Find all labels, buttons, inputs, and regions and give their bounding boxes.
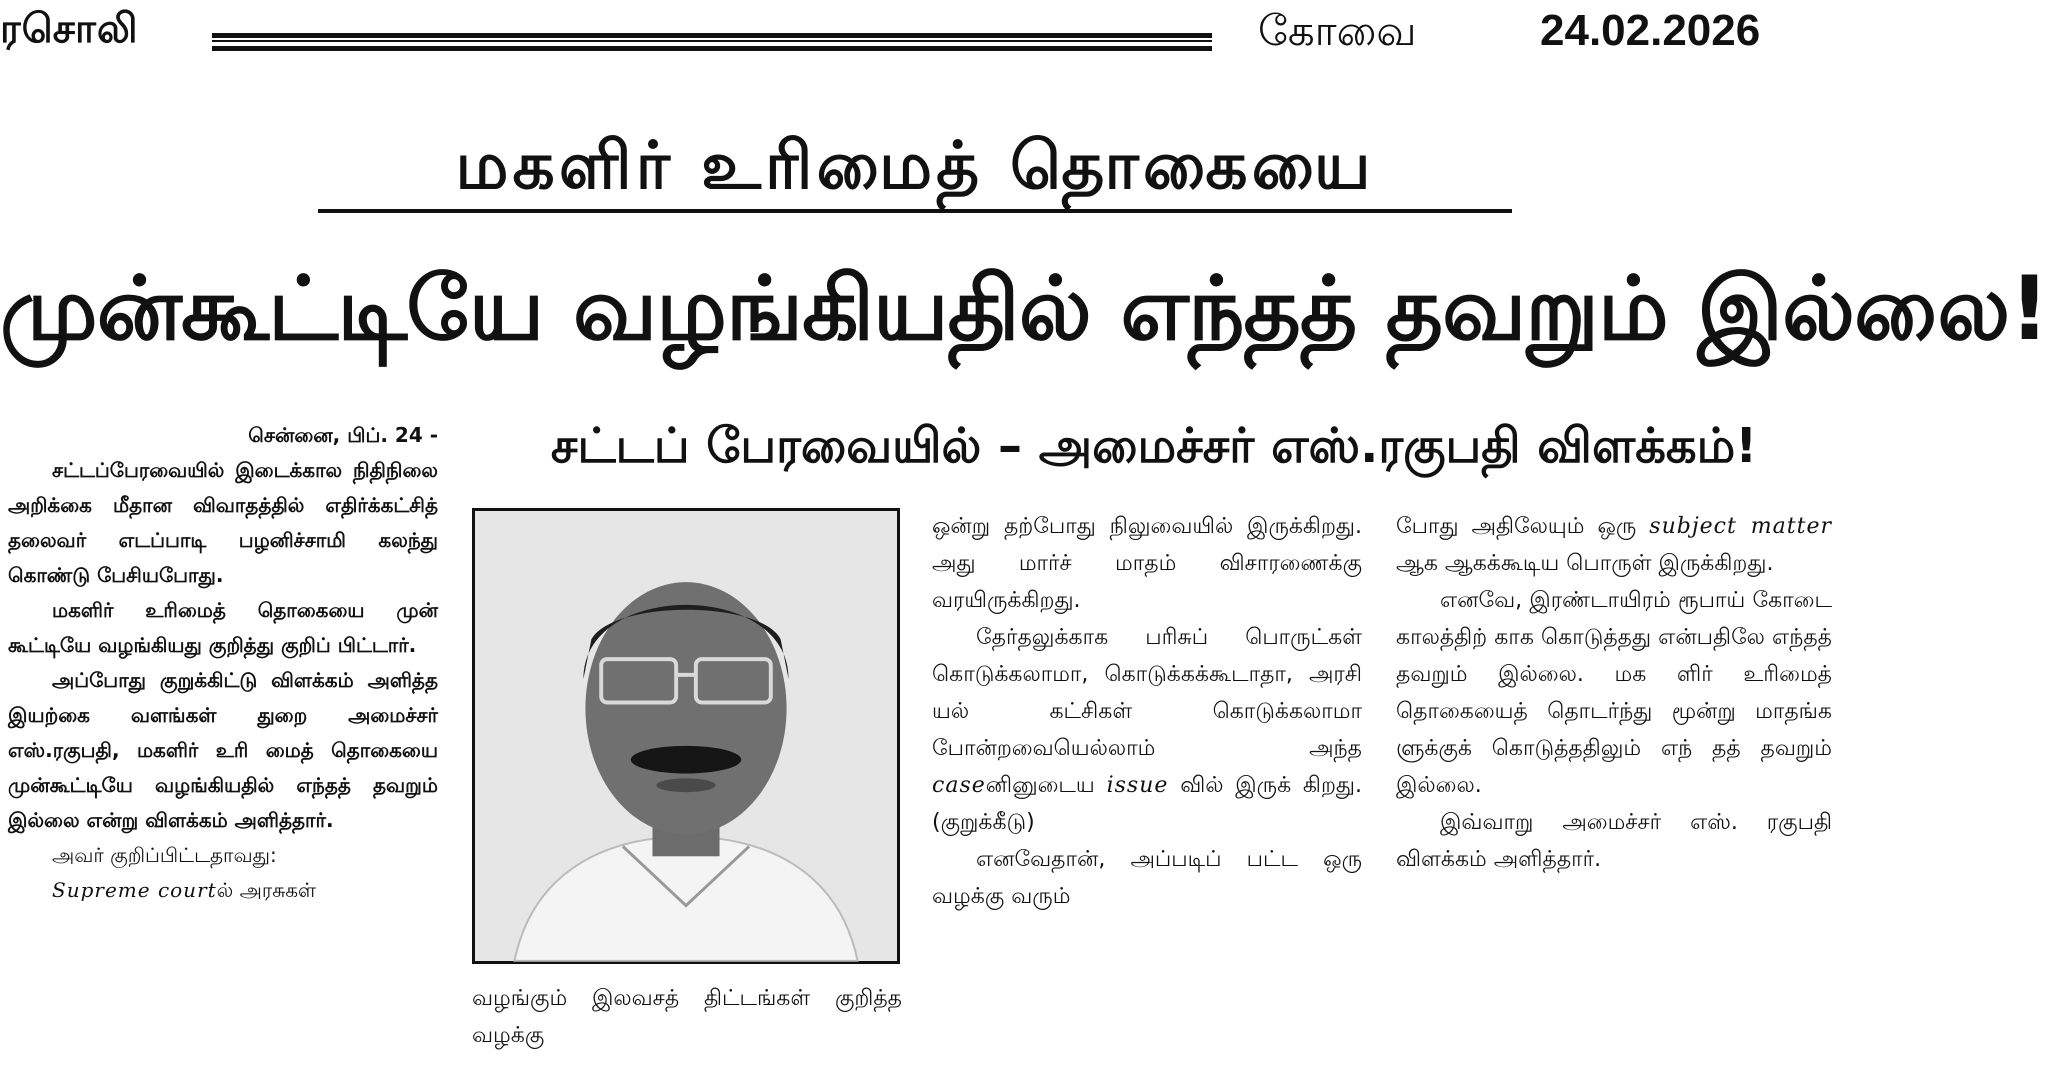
- masthead-name: ரசொலி: [0, 6, 139, 52]
- paragraph: ஒன்று தற்போது நிலுவையில் இருக்கிறது. அது மார்ச் மாதம் விசாரணைக்கு வரயிருக்கிறது.: [932, 514, 1362, 613]
- main-headline: முன்கூட்டியே வழங்கியதில் எந்தத் தவறும் இல்லை!: [0, 257, 2048, 360]
- text-run: வில் இருக் கிறது. (குறுக்கீடு): [932, 773, 1362, 835]
- kicker-headline: மகளிர் உரிமைத் தொகையை: [318, 130, 1512, 213]
- text-run: னினுடைய: [985, 773, 1095, 798]
- text-run: ல் அரசுகள்: [216, 878, 317, 902]
- paragraph: எனவேதான், அப்படிப் பட்ட ஒரு வழக்கு வரும்: [932, 847, 1362, 909]
- paragraph: [1396, 508, 1832, 582]
- photo-caption: வழங்கும் இலவசத் திட்டங்கள் குறித்த வழக்கு: [472, 986, 902, 1048]
- article-column-4: [1396, 508, 1832, 878]
- article-column-3: [932, 508, 1362, 915]
- text-run: தேர்தலுக்காக பரிசுப் பொருட்கள் கொடுக்கலாமா, கொடுக்கக்கூடாதா, அரசி யல் கட்சிகள் கொடுக்கலாமா போன்றவையெல்லாம் அந்த: [932, 625, 1362, 761]
- article-column-1: [8, 418, 438, 908]
- paragraph: எனவே, இரண்டாயிரம் ரூபாய் கோடை காலத்திற் காக கொடுத்தது என்பதிலே எந்தத் தவறும் இல்லை. மக ளிர் உரிமைத் தொகையைத் தொடர்ந்து மூன்று மாதங்க ளுக்குக் கொடுத்ததிலும் எந் தத் தவறும் இல்லை.: [1396, 588, 1832, 798]
- latin-term: subject matter: [1649, 514, 1833, 539]
- latin-term: Supreme court: [52, 878, 217, 902]
- latin-term: issue: [1106, 773, 1169, 798]
- portrait-illustration: [475, 511, 897, 961]
- paragraph: அப்போது குறுக்கிட்டு விளக்கம் அளித்த இயற்கை வளங்கள் துறை அமைச்சர் எஸ்.ரகுபதி, மகளிர் உரி மைத் தொகையை முன்கூட்டியே வழங்கியதில் எந்தத் தவறும் இல்லை என்று விளக்கம் அளித்தார்.: [8, 668, 438, 832]
- masthead-city: கோவை: [1258, 6, 1417, 55]
- latin-term: case: [932, 773, 986, 798]
- paragraph: [932, 619, 1362, 841]
- dateline: சென்னை, பிப். 24 -: [248, 423, 438, 447]
- paragraph: மகளிர் உரிமைத் தொகையை முன் கூட்டியே வழங்கியது குறித்து குறிப் பிட்டார்.: [8, 598, 438, 657]
- text-run: போது அதிலேயும் ஒரு: [1396, 514, 1637, 539]
- paragraph: இவ்வாறு அமைச்சர் எஸ். ரகுபதி விளக்கம் அளித்தார்.: [1396, 810, 1832, 872]
- paragraph: சட்டப்பேரவையில் இடைக்கால நிதிநிலை அறிக்கை மீதான விவாதத்தில் எதிர்க்கட்சித் தலைவர் எடப்பாடி பழனிச்சாமி கலந்து கொண்டு பேசியபோது.: [8, 458, 438, 587]
- portrait-photo: [472, 508, 900, 964]
- masthead-date: 24.02.2026: [1540, 6, 1761, 55]
- text-run: ஆக ஆகக்கூடிய பொருள் இருக்கிறது.: [1396, 551, 1774, 576]
- paragraph: அவர் குறிப்பிட்டதாவது:: [52, 843, 277, 867]
- paragraph: [8, 873, 438, 908]
- subheadline: சட்டப் பேரவையில் – அமைச்சர் எஸ்.ரகுபதி விளக்கம்!: [550, 418, 1758, 474]
- masthead-rule: [212, 33, 1212, 51]
